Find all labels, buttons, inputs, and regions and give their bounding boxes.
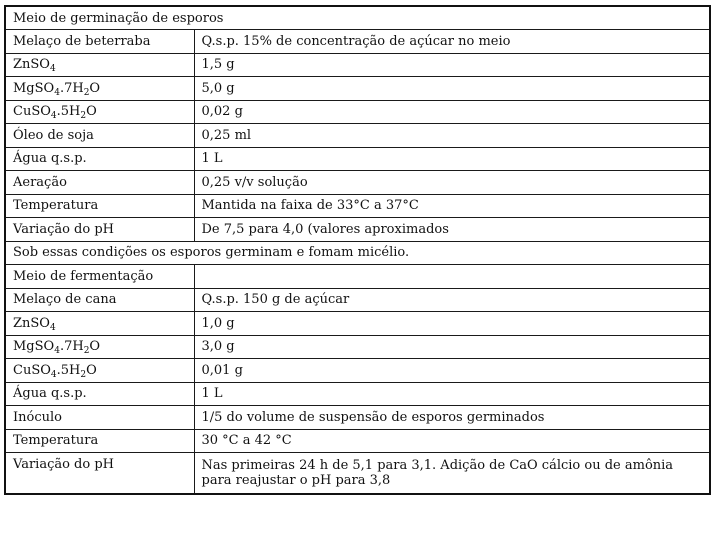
row-value: 5,0 g xyxy=(194,77,710,101)
row-value: 0,25 v/v solução xyxy=(194,171,710,195)
row-value: 0,01 g xyxy=(194,359,710,383)
row-label: $MgSO_4.7H_2O$ xyxy=(5,77,194,101)
row-value: 0,02 g xyxy=(194,100,710,124)
media-composition-table xyxy=(4,5,711,495)
germination-note: Sob essas condições os esporos germinam e fomam micélio. xyxy=(5,241,710,265)
row-value: Nas primeiras 24 h de 5,1 para 3,1. Adição de CaO cálcio ou de amônia para reajustar o pH para 3,8 xyxy=(194,453,710,494)
empty-cell xyxy=(194,265,710,289)
germination-title-row xyxy=(5,6,710,30)
row-label: Melaço de beterraba xyxy=(5,30,194,54)
table-row xyxy=(5,453,710,494)
table-row xyxy=(5,53,710,77)
note-row xyxy=(5,241,710,265)
table-row xyxy=(5,429,710,453)
table-row xyxy=(5,77,710,101)
table-row xyxy=(5,312,710,336)
row-value: 3,0 g xyxy=(194,335,710,359)
row-value: Q.s.p. 15% de concentração de açúcar no meio xyxy=(194,30,710,54)
table-row xyxy=(5,406,710,430)
table-row xyxy=(5,218,710,242)
row-label: $CuSO_4.5H_2O$ xyxy=(5,359,194,383)
row-label: ZnSO$_4$ xyxy=(5,312,194,336)
row-value: 1/5 do volume de suspensão de esporos germinados xyxy=(194,406,710,430)
row-label: Aeração xyxy=(5,171,194,195)
table-row xyxy=(5,359,710,383)
germination-title: Meio de germinação de esporos xyxy=(5,6,710,30)
table-row xyxy=(5,124,710,148)
row-value: 30 °C a 42 °C xyxy=(194,429,710,453)
row-value: 1,0 g xyxy=(194,312,710,336)
row-label: $MgSO_4.7H_2O$ xyxy=(5,335,194,359)
row-value: 1 L xyxy=(194,382,710,406)
table-row xyxy=(5,382,710,406)
row-label: Variação do pH xyxy=(5,453,194,494)
table-row xyxy=(5,335,710,359)
row-value: 0,25 ml xyxy=(194,124,710,148)
row-label: Água q.s.p. xyxy=(5,382,194,406)
row-value: 1 L xyxy=(194,147,710,171)
row-label: Óleo de soja xyxy=(5,124,194,148)
table-row xyxy=(5,147,710,171)
table-row xyxy=(5,194,710,218)
table-row xyxy=(5,30,710,54)
row-label: Água q.s.p. xyxy=(5,147,194,171)
table-row xyxy=(5,100,710,124)
row-value: 1,5 g xyxy=(194,53,710,77)
row-value: Mantida na faixa de 33°C a 37°C xyxy=(194,194,710,218)
table-row xyxy=(5,171,710,195)
row-label: ZnSO$_4$ xyxy=(5,53,194,77)
fermentation-title: Meio de fermentação xyxy=(5,265,194,289)
row-label: Temperatura xyxy=(5,429,194,453)
row-value: Q.s.p. 150 g de açúcar xyxy=(194,288,710,312)
table-row xyxy=(5,288,710,312)
row-label: $CuSO_4.5H_2O$ xyxy=(5,100,194,124)
row-value: De 7,5 para 4,0 (valores aproximados xyxy=(194,218,710,242)
row-label: Melaço de cana xyxy=(5,288,194,312)
row-label: Temperatura xyxy=(5,194,194,218)
fermentation-title-row xyxy=(5,265,710,289)
row-label: Variação do pH xyxy=(5,218,194,242)
row-label: Inóculo xyxy=(5,406,194,430)
